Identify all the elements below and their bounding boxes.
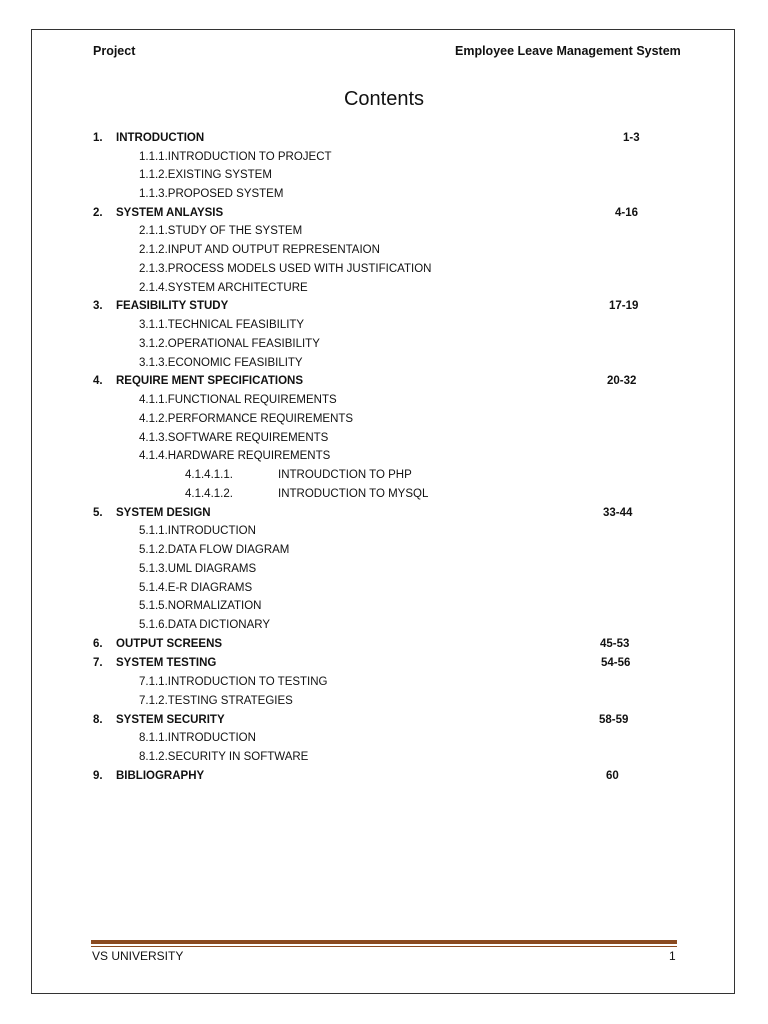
toc-pages-2: 4-16: [615, 207, 639, 219]
header-project: Project: [93, 44, 136, 58]
toc-item-2-3: 2.1.3.PROCESS MODELS USED WITH JUSTIFICATION: [139, 263, 432, 275]
toc-heading-system-testing: SYSTEM TESTING: [116, 657, 217, 669]
toc-subitem-4-4-1: INTROUDCTION TO PHP: [278, 469, 412, 481]
toc-heading-bibliography: BIBLIOGRAPHY: [116, 770, 205, 782]
toc-number-1: 1.: [93, 132, 103, 144]
toc-item-4-1: 4.1.1.FUNCTIONAL REQUIREMENTS: [139, 394, 337, 406]
toc-heading-output-screens: OUTPUT SCREENS: [116, 638, 223, 650]
toc-item-1-3: 1.1.3.PROPOSED SYSTEM: [139, 188, 284, 200]
footer-rule-thin: [91, 946, 677, 947]
toc-item-4-2: 4.1.2.PERFORMANCE REQUIREMENTS: [139, 413, 354, 425]
page-title: Contents: [343, 88, 425, 110]
toc-item-8-2: 8.1.2.SECURITY IN SOFTWARE: [139, 751, 309, 763]
toc-heading-system-security: SYSTEM SECURITY: [116, 714, 225, 726]
toc-number-3: 3.: [93, 300, 103, 312]
toc-pages-5: 33-44: [603, 507, 633, 519]
toc-number-8: 8.: [93, 714, 103, 726]
toc-heading-system-analysis: SYSTEM ANLAYSIS: [116, 207, 224, 219]
toc-subitem-4-4-2: INTRODUCTION TO MYSQL: [278, 488, 429, 500]
toc-pages-9: 60: [606, 770, 619, 782]
toc-item-3-3: 3.1.3.ECONOMIC FEASIBILITY: [139, 357, 303, 369]
toc-item-7-2: 7.1.2.TESTING STRATEGIES: [139, 695, 293, 707]
toc-item-3-2: 3.1.2.OPERATIONAL FEASIBILITY: [139, 338, 320, 350]
toc-number-9: 9.: [93, 770, 103, 782]
toc-item-7-1: 7.1.1.INTRODUCTION TO TESTING: [139, 676, 328, 688]
toc-item-1-2: 1.1.2.EXISTING SYSTEM: [139, 169, 272, 181]
toc-number-4: 4.: [93, 375, 103, 387]
toc-subitem-number-4-4-1: 4.1.4.1.1.: [185, 469, 233, 481]
toc-heading-feasibility-study: FEASIBILITY STUDY: [116, 300, 229, 312]
toc-pages-7: 54-56: [601, 657, 631, 669]
toc-item-3-1: 3.1.1.TECHNICAL FEASIBILITY: [139, 319, 305, 331]
toc-number-2: 2.: [93, 207, 103, 219]
toc-heading-introduction: INTRODUCTION: [116, 132, 205, 144]
header-system-name: Employee Leave Management System: [455, 44, 681, 58]
toc-item-2-2: 2.1.2.INPUT AND OUTPUT REPRESENTAION: [139, 244, 380, 256]
toc-item-5-1: 5.1.1.INTRODUCTION: [139, 525, 256, 537]
toc-subitem-number-4-4-2: 4.1.4.1.2.: [185, 488, 233, 500]
toc-number-5: 5.: [93, 507, 103, 519]
toc-pages-6: 45-53: [600, 638, 630, 650]
footer-university: VS UNIVERSITY: [92, 949, 184, 963]
toc-pages-3: 17-19: [609, 300, 639, 312]
toc-pages-1: 1-3: [623, 132, 640, 144]
toc-item-5-6: 5.1.6.DATA DICTIONARY: [139, 619, 271, 631]
toc-number-6: 6.: [93, 638, 103, 650]
toc-item-2-4: 2.1.4.SYSTEM ARCHITECTURE: [139, 282, 308, 294]
toc-pages-4: 20-32: [607, 375, 637, 387]
toc-pages-8: 58-59: [599, 714, 629, 726]
toc-number-7: 7.: [93, 657, 103, 669]
footer-rule-thick: [91, 940, 677, 944]
toc-item-4-4: 4.1.4.HARDWARE REQUIREMENTS: [139, 450, 331, 462]
toc-heading-system-design: SYSTEM DESIGN: [116, 507, 211, 519]
toc-item-4-3: 4.1.3.SOFTWARE REQUIREMENTS: [139, 432, 329, 444]
footer-page-number: 1: [669, 949, 676, 963]
toc-item-1-1: 1.1.1.INTRODUCTION TO PROJECT: [139, 151, 332, 163]
toc-item-5-4: 5.1.4.E-R DIAGRAMS: [139, 582, 253, 594]
toc-item-5-2: 5.1.2.DATA FLOW DIAGRAM: [139, 544, 290, 556]
toc-heading-requirement-specifications: REQUIRE MENT SPECIFICATIONS: [116, 375, 303, 387]
toc-item-5-5: 5.1.5.NORMALIZATION: [139, 600, 262, 612]
toc-item-8-1: 8.1.1.INTRODUCTION: [139, 732, 256, 744]
toc-item-2-1: 2.1.1.STUDY OF THE SYSTEM: [139, 225, 303, 237]
toc-item-5-3: 5.1.3.UML DIAGRAMS: [139, 563, 257, 575]
